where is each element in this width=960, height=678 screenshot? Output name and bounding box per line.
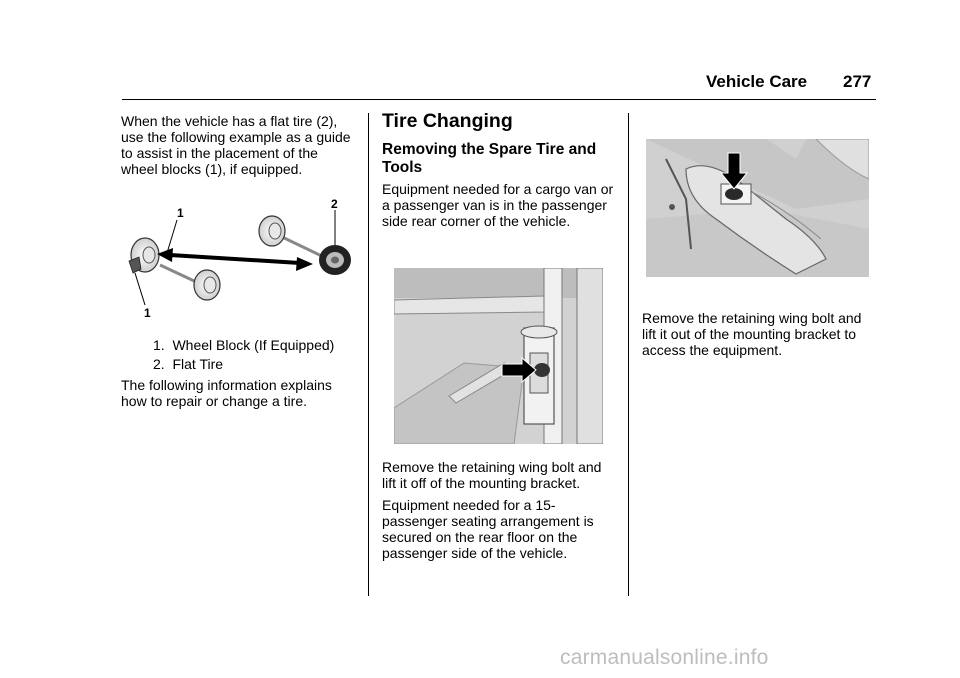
flat-tire bbox=[319, 245, 351, 275]
page-number: 277 bbox=[843, 72, 872, 91]
callout-1-bottom: 1 bbox=[144, 306, 151, 320]
front-tire-with-block bbox=[129, 238, 159, 273]
callout-2: 2 bbox=[331, 197, 338, 211]
section-title: Vehicle Care bbox=[706, 72, 808, 91]
callout-1-top: 1 bbox=[177, 206, 184, 220]
watermark: carmanualsonline.info bbox=[560, 646, 769, 669]
section-heading: Tire Changing bbox=[382, 110, 513, 132]
legend-item: 2. Flat Tire bbox=[153, 356, 224, 372]
floor-bracket-illustration bbox=[646, 139, 869, 277]
cargo-van-paragraph: Equipment needed for a cargo van or a passenger van is in the passenger side rear corner of the vehicle. bbox=[382, 181, 614, 229]
fifteen-passenger-paragraph: Equipment needed for a 15-passenger seating arrangement is secured on the rear floor on the passenger side of the vehicle. bbox=[382, 497, 594, 561]
front-right-tire bbox=[194, 270, 220, 300]
intro-paragraph: When the vehicle has a flat tire (2), use the following example as a guide to assist in the placement of the wheel blocks (1), if equipped. bbox=[121, 113, 351, 177]
rear-tire bbox=[259, 216, 285, 246]
header-rule bbox=[122, 99, 876, 100]
remove-wing-bolt-paragraph: Remove the retaining wing bolt and lift it out of the mounting bracket to access the equipment. bbox=[642, 310, 862, 358]
column-divider-right bbox=[628, 113, 629, 596]
distance-arrow bbox=[157, 248, 313, 271]
van-bracket-illustration bbox=[394, 268, 603, 444]
column-divider-left bbox=[368, 113, 369, 596]
subsection-heading: Removing the Spare Tire and Tools bbox=[382, 141, 597, 176]
explanation-paragraph: The following information explains how to repair or change a tire. bbox=[121, 377, 332, 409]
wheel-block-diagram bbox=[115, 195, 355, 325]
legend-item: 1. Wheel Block (If Equipped) bbox=[153, 337, 335, 353]
remove-bolt-paragraph: Remove the retaining wing bolt and lift it off of the mounting bracket. bbox=[382, 459, 602, 491]
figure-legend bbox=[153, 336, 334, 374]
